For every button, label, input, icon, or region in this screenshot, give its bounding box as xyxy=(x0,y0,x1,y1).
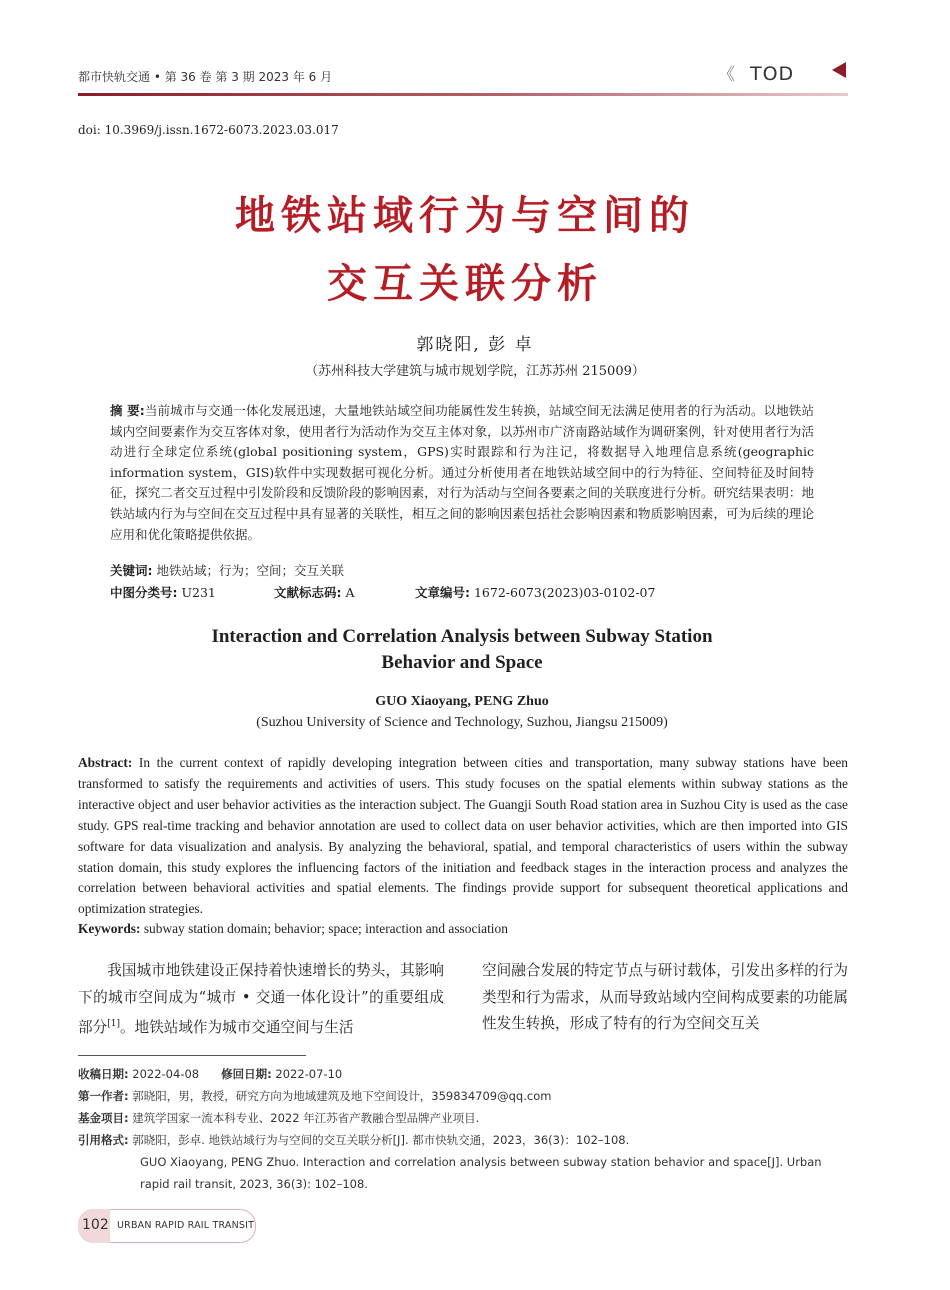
article-number: 文章编号: 1672-6073(2023)03-0102-07 xyxy=(415,585,656,600)
title-en-line1: Interaction and Correlation Analysis between Subway Station xyxy=(211,626,713,647)
keywords-en-text: subway station domain; behavior; space; interaction and association xyxy=(143,921,508,936)
abstract-en-text: In the current context of rapidly developing integration between cities and transportation, many subway stations have been transformed to satisfy the requirements and activities of users. This study focuses on the spatial elements within subway stations as the interactive object and user behavior activities as the interaction subject. The Guangji South Road station area in Suzhou City is used as the case study. GPS real-time tracking and behavior annotation are used to collect data on user behavior activities, which are then imported into GIS software for data visualization and analysis. By analyzing the behavioral, spatial, and temporal characteristics of users within the subway station domain, this study explores the influencing factors of the initiation and feedback stages in the interaction process and analyzes the correlation between behavioral activities and spatial elements. The findings provide support for subsequent theoretical applications and optimization strategies. xyxy=(78,755,848,917)
title-en-line2: Behavior and Space xyxy=(381,652,543,673)
title-cn-line2: 交互关联分析 xyxy=(327,261,603,307)
keywords-cn-text: 地铁站域；行为；空间；交互关联 xyxy=(156,563,344,578)
abstract-cn xyxy=(110,401,814,545)
authors-cn: 郭晓阳, 彭 卓 xyxy=(416,335,534,355)
section-label xyxy=(718,60,794,85)
footnote-citation-cn: 引用格式: 郭晓阳，彭卓. 地铁站域行为与空间的交互关联分析[J]. 都市快轨交通，2023，36(3)：102–108. xyxy=(78,1133,630,1147)
abstract-en xyxy=(78,753,848,920)
document-code: 文献标志码: A xyxy=(274,585,355,600)
doi: doi: 10.3969/j.issn.1672-6073.2023.03.017 xyxy=(78,123,339,137)
footnote-dates: 收稿日期: 2022-04-08 修回日期: 2022-07-10 xyxy=(78,1067,343,1081)
journal-issue-line: 都市快轨交通 • 第 36 卷 第 3 期 2023 年 6 月 xyxy=(78,70,333,84)
footnote-first-author: 第一作者: 郭晓阳，男，教授，研究方向为地域建筑及地下空间设计，359834709@qq.com xyxy=(78,1089,552,1103)
double-chevron-left-icon: 《 xyxy=(718,65,736,85)
abstract-en-label: Abstract: xyxy=(78,755,133,770)
title-cn-line1: 地铁站域行为与空间的 xyxy=(235,193,695,239)
body-column-left: 我国城市地铁建设正保持着快速增长的势头，其影响下的城市空间成为“城市 • 交通一体化设计”的重要组成部分[1]。地铁站域作为城市交通空间与生活 xyxy=(78,962,444,1036)
section-name: TOD xyxy=(750,63,795,85)
authors-en: GUO Xiaoyang, PENG Zhuo xyxy=(375,694,549,709)
affiliation-en: (Suzhou University of Science and Technology, Suzhou, Jiangsu 215009) xyxy=(256,715,668,730)
abstract-cn-text: 当前城市与交通一体化发展迅速，大量地铁站域空间功能属性发生转换，站域空间无法满足使用者的行为活动。以地铁站域内空间要素作为交互客体对象，使用者行为活动作为交互主体对象，以苏州市广济南路站域作为调研案例，针对使用者行为活动进行全球定位系统(global positioning system，GPS)实时跟踪和行为注记，将数据导入地理信息系统(geographic information system，GIS)软件中实现数据可视化分析。通过分析使用者在地铁站域空间中的行为特征、空间特征及时间特征，探究二者交互过程中引发阶段和反馈阶段的影响因素，对行为活动与空间各要素之间的关联度进行分析。研究结果表明：地铁站域内行为与空间在交互过程中具有显著的关联性，相互之间的影响因素包括社会影响因素和物质影响因素，可为后续的理论应用和优化策略提供依据。 xyxy=(110,403,814,542)
keywords-en-label: Keywords: xyxy=(78,921,141,936)
affiliation-cn: （苏州科技大学建筑与城市规划学院，江苏苏州 215009） xyxy=(305,364,645,379)
keywords-cn-label: 关键词: xyxy=(110,563,153,578)
header-divider xyxy=(78,93,848,96)
footnote-funding: 基金项目: 建筑学国家一流本科专业、2022 年江苏省产教融合型品牌产业项目. xyxy=(78,1111,480,1125)
abstract-cn-label: 摘 要: xyxy=(110,403,145,418)
footnote-divider xyxy=(78,1055,306,1056)
title-en xyxy=(0,624,924,676)
footnote-citation-en: GUO Xiaoyang, PENG Zhuo. Interaction and correlation analysis between subway station behavior and space[J]. Urban rapid rail transit, 2023, 36(3): 102–108. xyxy=(140,1155,822,1191)
clc-code: 中图分类号: U231 xyxy=(110,585,216,600)
citation-ref[interactable]: [1] xyxy=(107,1019,120,1029)
keywords-cn xyxy=(110,561,344,579)
footer-journal-name: URBAN RAPID RAIL TRANSIT xyxy=(117,1220,255,1231)
page-number: 102 xyxy=(82,1217,109,1233)
keywords-en xyxy=(78,921,508,937)
triangle-left-icon xyxy=(832,62,846,78)
body-column-right: 空间融合发展的特定节点与研讨载体，引发出多样的行为类型和行为需求，从而导致站域内空间构成要素的功能属性发生转换，形成了特有的行为空间交互关 xyxy=(482,962,848,1032)
